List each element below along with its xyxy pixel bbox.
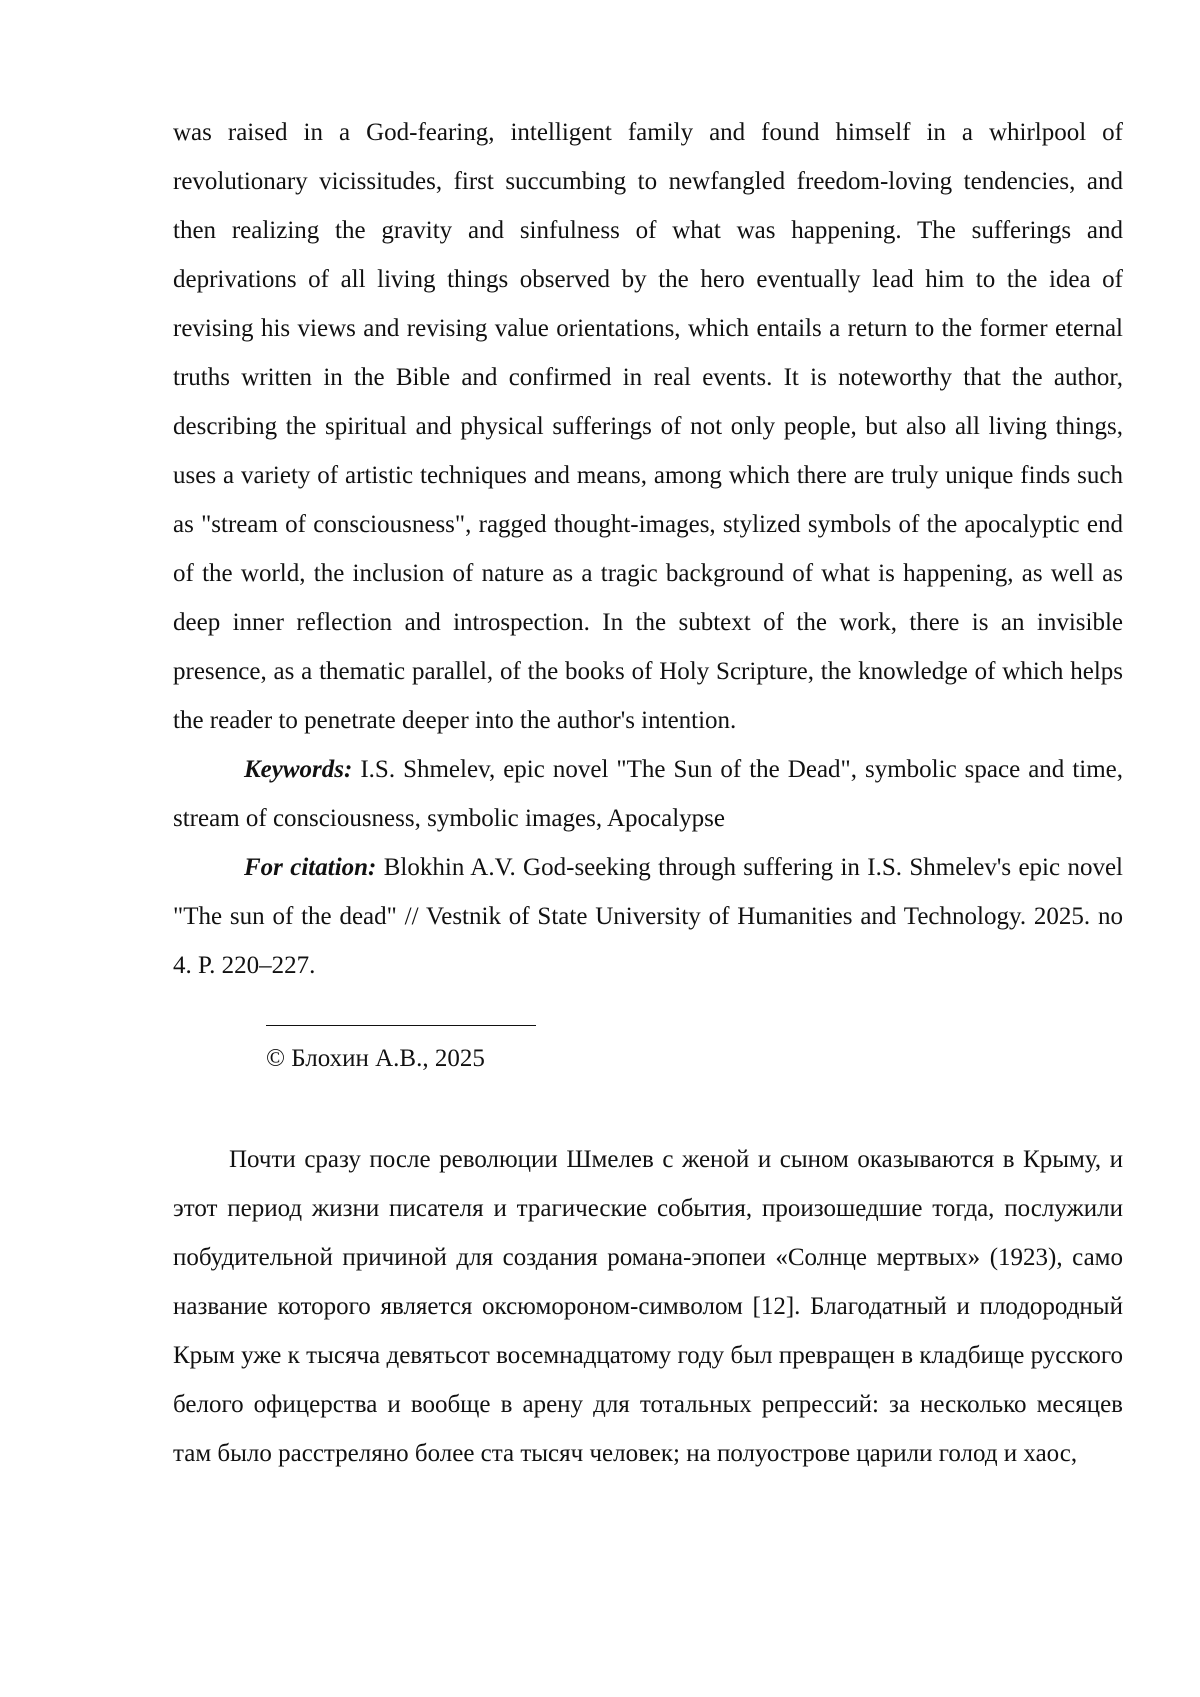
copyright-footnote: © Блохин А.В., 2025 [266,1045,485,1072]
body-paragraph-russian: Почти сразу после революции Шмелев с женой и сыном оказываются в Крыму, и этот период жизни писателя и трагические события, произошедшие тогда, послужили побудительной причиной для создания романа-эпопеи «Солнце мертвых» (1923), само название которого является оксюмороном-символом [12]. Благодатный и плодородный Крым уже к тысяча девятьсот восемнадцатому году был превращен в кладбище русского белого офицерства и вообще в арену для тотальных репрессий: за несколько месяцев там было расстреляно более ста тысяч человек; на полуострове царили голод и хаос, [173,1146,1123,1467]
footnote-separator [266,1025,536,1026]
keywords-paragraph [173,745,1123,843]
abstract-paragraph: was raised in a God-fearing, intelligent family and found himself in a whirlpool of revolutionary vicissitudes, first succumbing to newfangled freedom-loving tendencies, and then realizing the gravity and sinfulness of what was happening. The sufferings and deprivations of all living things observed by the hero eventually lead him to the idea of revising his views and revising value orientations, which entails a return to the former eternal truths written in the Bible and confirmed in real events. It is noteworthy that the author, describing the spiritual and physical sufferings of not only people, but also all living things, uses a variety of artistic techniques and means, among which there are truly unique finds such as "stream of consciousness", ragged thought-images, stylized symbols of the apocalyptic end of the world, the inclusion of nature as a tragic background of what is happening, as well as deep inner reflection and introspection. In the subtext of the work, there is an invisible presence, as a thematic parallel, of the books of Holy Scripture, the knowledge of which helps the reader to penetrate deeper into the author's intention. [173,119,1123,734]
keywords-text: I.S. Shmelev, epic novel "The Sun of the Dead", symbolic space and time, stream of consciousness, symbolic images, Apocalypse [173,756,1123,832]
citation-text: Blokhin A.V. God-seeking through suffering in I.S. Shmelev's epic novel "The sun of the dead" // Vestnik of State University of Humanities and Technology. 2025. no 4. P. 220–227. [173,854,1124,979]
document-page [173,108,1123,1478]
citation-label: For citation: [244,854,377,881]
keywords-label: Keywords: [244,756,353,783]
citation-paragraph [173,843,1123,990]
